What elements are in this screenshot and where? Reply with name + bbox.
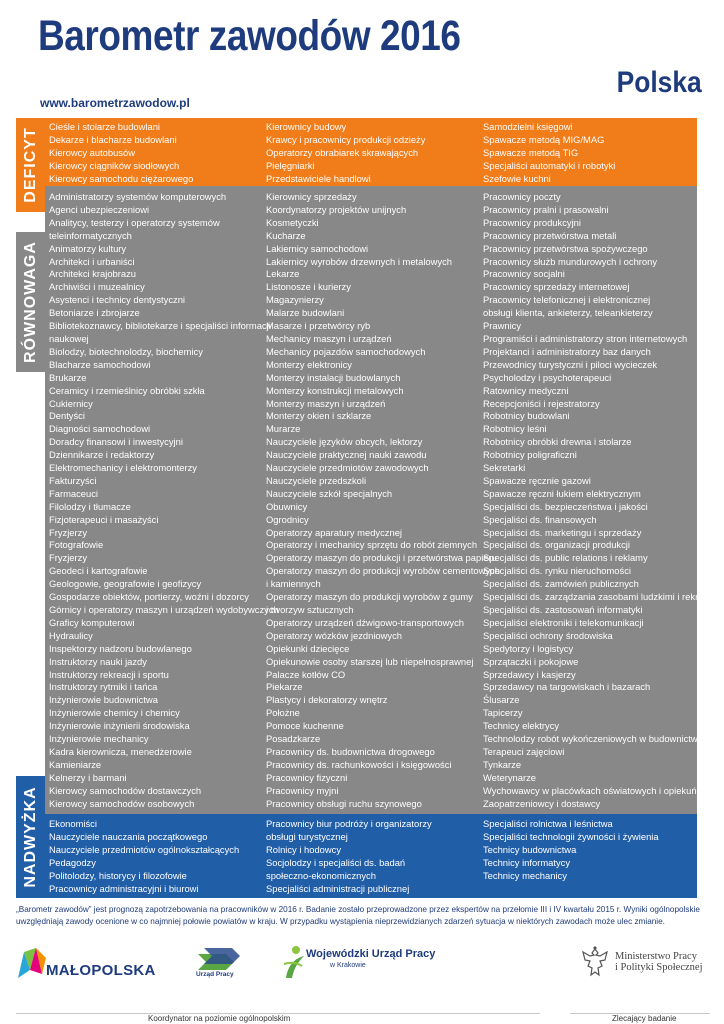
occupation-item: Kierowcy samochodu ciężarowego	[49, 172, 194, 184]
occupation-item: Analitycy, testerzy i operatorzy systemów	[49, 216, 220, 228]
occupation-item: Robotnicy leśni	[483, 423, 547, 435]
occupation-item: Nauczyciele praktycznej nauki zawodu	[266, 449, 427, 461]
occupation-item: Specjaliści ds. zarządzania zasobami ludzkimi i rekrutacji	[483, 591, 721, 603]
commissioner-caption: Zlecający badanie	[612, 1014, 677, 1023]
occupation-item: Pracownicy przetwórstwa metali	[483, 229, 617, 241]
occupation-item: Lakiernicy wyrobów drzewnych i metalowych	[266, 255, 453, 267]
occupation-item: naukowej	[49, 332, 89, 344]
deficit-label: DEFICYT	[21, 127, 39, 203]
surplus-label: NADWYŻKA	[21, 786, 39, 888]
occupation-item: Instruktorzy nauki jazdy	[49, 655, 147, 667]
occupation-item: Agenci ubezpieczeniowi	[49, 203, 150, 215]
occupation-item: Instruktorzy rytmiki i tańca	[49, 681, 158, 693]
occupation-item: Pracownicy pralni i prasowalni	[483, 203, 609, 215]
occupation-item: Kadra kierownicza, menedżerowie	[49, 745, 192, 757]
occupation-item: Graficy komputerowi	[49, 616, 135, 628]
occupation-item: Robotnicy obróbki drewna i stolarze	[483, 436, 632, 448]
occupation-item: Nauczyciele nauczania początkowego	[49, 830, 208, 842]
occupation-item: Elektromechanicy i elektromonterzy	[49, 462, 197, 474]
balance-column-3	[483, 191, 721, 811]
occupation-item: Instruktorzy rekreacji i sportu	[49, 668, 169, 680]
occupation-item: Operatorzy wózków jezdniowych	[266, 629, 402, 641]
occupation-item: Inżynierowie mechanicy	[49, 733, 149, 745]
malopolska-logo-text: MAŁOPOLSKA	[46, 962, 156, 979]
occupation-item: Plastycy i dekoratorzy wnętrz	[266, 694, 388, 706]
occupation-item: Projektanci i administratorzy baz danych	[483, 345, 651, 357]
occupation-item: Archiwiści i muzealnicy	[49, 281, 145, 293]
occupation-item: obsługi klienta, ankieterzy, teleankieterzy	[483, 307, 653, 319]
occupation-item: Politolodzy, historycy i filozofowie	[49, 869, 187, 881]
occupation-item: Kierowcy autobusów	[49, 146, 135, 158]
occupation-item: Spawacze metodą MIG/MAG	[483, 133, 605, 145]
occupation-item: Specjaliści ds. public relations i reklamy	[483, 552, 648, 564]
occupation-item: Operatorzy urządzeń dźwigowo-transportowych	[266, 616, 465, 628]
occupation-item: Specjaliści ds. zastosowań informatyki	[483, 604, 643, 615]
occupation-item: teleinformatycznych	[49, 229, 132, 241]
occupation-item: Operatorzy maszyn do produkcji wyrobów z gumy	[266, 591, 473, 603]
balance-column-1	[49, 191, 279, 811]
occupation-item: Operatorzy maszyn do produkcji wyrobów cementowych	[266, 565, 500, 577]
occupation-item: Fryzjerzy	[49, 526, 88, 538]
occupation-item: Ceramicy i rzemieślnicy obróbki szkła	[49, 384, 205, 396]
ministry-name	[615, 951, 703, 973]
occupation-item: Kamieniarze	[49, 758, 102, 770]
occupation-item: Posadzkarze	[266, 733, 321, 745]
occupation-item: Betoniarze i zbrojarze	[49, 307, 140, 319]
occupation-item: Pracownicy sprzedaży internetowej	[483, 281, 630, 293]
occupation-item: Doradcy finansowi i inwestycyjni	[49, 436, 183, 448]
occupation-item: Technicy elektrycy	[483, 720, 560, 732]
occupation-item: Specjaliści ds. organizacji produkcji	[483, 539, 630, 551]
deficit-tab	[16, 118, 45, 212]
occupation-item: Kucharze	[266, 229, 306, 241]
occupation-item: Spawacze metodą TIG	[483, 146, 579, 158]
occupation-item: Specjaliści ds. finansowych	[483, 513, 597, 525]
occupation-item: Specjaliści elektroniki i telekomunikacji	[483, 616, 644, 628]
occupation-item: Diagności samochodowi	[49, 423, 151, 435]
occupation-item: Kosmetyczki	[266, 216, 319, 228]
occupation-item: Obuwnicy	[266, 500, 308, 512]
occupation-item: Palacze kotłów CO	[266, 668, 346, 680]
ministry-line-1: Ministerstwo Pracy	[615, 951, 697, 962]
occupation-item: Kierownicy sprzedaży	[266, 191, 357, 202]
occupation-item: Administratorzy systemów komputerowych	[49, 191, 227, 202]
occupation-item: Piekarze	[266, 681, 303, 693]
occupation-item: Pomoce kuchenne	[266, 720, 344, 732]
balance-column-2	[266, 191, 500, 811]
surplus-column-1	[49, 818, 261, 895]
occupation-item: i kamiennych	[266, 578, 321, 590]
occupation-item: Specjaliści administracji publicznej	[266, 882, 410, 894]
occupation-item: Fizjoterapeuci i masażyści	[49, 513, 159, 525]
occupation-item: Pielęgniarki	[266, 159, 315, 171]
wup-logo-icon	[282, 944, 308, 980]
occupation-item: Inżynierowie budownictwa	[49, 694, 158, 706]
occupation-item: Sekretarki	[483, 462, 526, 474]
occupation-item: Operatorzy maszyn do produkcji i przetwórstwa papieru	[266, 552, 497, 564]
occupation-item: Bibliotekoznawcy, bibliotekarze i specjaliści informacji	[49, 320, 271, 332]
occupation-item: Technicy mechanicy	[483, 869, 567, 881]
occupation-item: Dziennikarze i redaktorzy	[49, 449, 155, 461]
occupation-item: Fakturzyści	[49, 474, 97, 486]
occupation-item: Specjaliści ds. marketingu i sprzedaży	[483, 526, 642, 538]
occupation-item: Spawacze ręczni łukiem elektrycznym	[483, 487, 641, 499]
occupation-item: Spedytorzy i logistycy	[483, 642, 574, 654]
occupation-item: Pracownicy przetwórstwa spożywczego	[483, 242, 648, 254]
occupation-item: Monterzy maszyn i urządzeń	[266, 397, 386, 409]
occupation-item: Weterynarze	[483, 771, 536, 783]
occupation-item: Pedagodzy	[49, 856, 96, 868]
occupation-item: Wychowawcy w placówkach oświatowych i opiekuńczych	[483, 784, 721, 796]
occupation-item: Magazynierzy	[266, 294, 324, 306]
occupation-item: Opiekunowie osoby starszej lub niepełnosprawnej	[266, 655, 474, 667]
occupation-item: i tworzyw sztucznych	[266, 604, 354, 615]
occupation-item: Nauczyciele przedmiotów zawodowych	[266, 462, 429, 474]
occupation-item: Sprzątaczki i pokojowe	[483, 655, 579, 667]
occupation-item: Recepcjoniści i rejestratorzy	[483, 397, 600, 409]
occupation-item: Specjaliści ochrony środowiska	[483, 629, 613, 641]
occupation-item: Monterzy instalacji budowlanych	[266, 371, 401, 383]
occupation-item: Brukarze	[49, 371, 87, 383]
balance-label: RÓWNOWAGA	[21, 241, 39, 363]
occupation-item: Fotografowie	[49, 539, 104, 551]
deficit-column-1	[49, 121, 261, 186]
occupation-item: Ratownicy medyczni	[483, 384, 569, 396]
occupation-item: Listonosze i kurierzy	[266, 281, 351, 293]
occupation-item: Monterzy elektronicy	[266, 358, 352, 370]
occupation-item: Spawacze ręcznie gazowi	[483, 474, 591, 486]
occupation-item: Tynkarze	[483, 758, 522, 770]
occupation-item: Gospodarze obiektów, portierzy, woźni i dozorcy	[49, 591, 249, 603]
occupation-item: Terapeuci zajęciowi	[483, 745, 565, 757]
occupation-item: Kelnerzy i barmani	[49, 771, 127, 783]
occupation-item: Inżynierowie chemicy i chemicy	[49, 707, 180, 719]
occupation-item: Geologowie, geografowie i geofizycy	[49, 578, 202, 590]
occupation-item: Nauczyciele języków obcych, lektorzy	[266, 436, 423, 448]
occupation-item: Operatorzy obrabiarek skrawających	[266, 146, 419, 158]
ministry-line-2: i Polityki Społecznej	[615, 962, 703, 973]
occupation-item: Kierownicy budowy	[266, 121, 347, 132]
occupation-item: Dentyści	[49, 410, 85, 422]
deficit-column-3	[483, 121, 695, 186]
occupation-item: Animatorzy kultury	[49, 242, 127, 254]
occupation-item: Pracownicy służb mundurowych i ochrony	[483, 255, 658, 267]
occupation-item: Pracownicy ds. rachunkowości i księgowości	[266, 758, 452, 770]
occupation-item: Pracownicy ds. budownictwa drogowego	[266, 745, 435, 757]
occupation-item: Technolodzy robót wykończeniowych w budownictwie	[483, 733, 705, 745]
occupation-item: Specjaliści ds. bezpieczeństwa i jakości	[483, 500, 648, 512]
occupation-item: Kierowcy samochodów dostawczych	[49, 784, 202, 796]
occupation-item: Cukiernicy	[49, 397, 93, 409]
deficit-column-2	[266, 121, 478, 186]
occupation-item: Farmaceuci	[49, 487, 98, 499]
occupation-item: obsługi turystycznej	[266, 830, 348, 842]
occupation-item: Monterzy okien i szklarze	[266, 410, 372, 422]
occupation-item: Operatorzy aparatury medycznej	[266, 526, 402, 538]
occupation-item: Geodeci i kartografowie	[49, 565, 148, 577]
occupation-item: Psycholodzy i psychoterapeuci	[483, 371, 612, 383]
occupation-item: Socjolodzy i specjaliści ds. badań	[266, 856, 406, 868]
occupation-item: Górnicy i operatorzy maszyn i urządzeń wydobywczych	[49, 604, 279, 615]
website-link[interactable]: www.barometrzawodow.pl	[40, 96, 190, 110]
occupation-item: Zaopatrzeniowcy i dostawcy	[483, 797, 601, 809]
occupation-item: Nauczyciele przedszkoli	[266, 474, 367, 486]
occupation-item: Operatorzy i mechanicy sprzętu do robót ziemnych	[266, 539, 478, 551]
occupation-item: Mechanicy maszyn i urządzeń	[266, 332, 392, 344]
occupation-item: Ekonomiści	[49, 818, 97, 829]
occupation-item: Szefowie kuchni	[483, 172, 551, 184]
occupation-item: Technicy informatycy	[483, 856, 571, 868]
occupation-item: Prawnicy	[483, 320, 522, 332]
occupation-item: Krawcy i pracownicy produkcji odzieży	[266, 133, 426, 145]
surplus-column-2	[266, 818, 478, 895]
occupation-item: Blacharze samochodowi	[49, 358, 151, 370]
occupation-item: Koordynatorzy projektów unijnych	[266, 203, 407, 215]
occupation-item: Przewodnicy turystyczni i piloci wycieczek	[483, 358, 658, 370]
surplus-column-3	[483, 818, 695, 883]
occupation-item: Pracownicy socjalni	[483, 268, 565, 280]
occupation-item: Pracownicy poczty	[483, 191, 561, 202]
occupation-item: Sprzedawcy i kasjerzy	[483, 668, 576, 680]
occupation-item: Technicy budownictwa	[483, 843, 577, 855]
occupation-item: Przedstawiciele handlowi	[266, 172, 371, 184]
occupation-item: Nauczyciele przedmiotów ogólnokształcących	[49, 843, 240, 855]
occupation-item: Biolodzy, biotechnolodzy, biochemicy	[49, 345, 203, 357]
occupation-item: Nauczyciele szkół specjalnych	[266, 487, 393, 499]
occupation-item: Pracownicy telefonicznej i elektronicznej	[483, 294, 651, 306]
occupation-item: Pracownicy produkcyjni	[483, 216, 581, 228]
urzad-pracy-label: Urząd Pracy	[196, 971, 234, 978]
occupation-item: Pracownicy biur podróży i organizatorzy	[266, 818, 432, 829]
occupation-item: Lekarze	[266, 268, 300, 280]
occupation-item: Murarze	[266, 423, 301, 435]
coordinator-caption: Koordynator na poziomie ogólnopolskim	[148, 1014, 291, 1023]
occupation-item: Ogrodnicy	[266, 513, 309, 525]
occupation-item: Fryzjerzy	[49, 552, 88, 564]
occupation-item: Kierowcy samochodów osobowych	[49, 797, 195, 809]
occupation-item: Lakiernicy samochodowi	[266, 242, 369, 254]
occupation-item: Specjaliści ds. rynku nieruchomości	[483, 565, 631, 577]
occupation-item: Specjaliści rolnictwa i leśnictwa	[483, 818, 613, 829]
occupation-item: Opiekunki dziecięce	[266, 642, 350, 654]
occupation-item: Hydraulicy	[49, 629, 93, 641]
occupation-item: Pracownicy fizyczni	[266, 771, 348, 783]
occupation-item: Monterzy konstrukcji metalowych	[266, 384, 404, 396]
occupation-item: Architekci i urbaniści	[49, 255, 135, 267]
occupation-item: Tapicerzy	[483, 707, 523, 719]
occupation-item: Specjaliści automatyki i robotyki	[483, 159, 616, 171]
occupation-item: Pracownicy administracyjni i biurowi	[49, 882, 199, 894]
occupation-item: Pracownicy myjni	[266, 784, 339, 796]
occupation-item: Pracownicy obsługi ruchu szynowego	[266, 797, 422, 809]
polish-eagle-icon	[580, 946, 610, 978]
occupation-item: Samodzielni księgowi	[483, 121, 573, 132]
occupation-item: Dekarze i blacharze budowlani	[49, 133, 177, 145]
occupation-item: Masarze i przetwórcy ryb	[266, 320, 371, 332]
occupation-item: Malarze budowlani	[266, 307, 345, 319]
occupation-item: Robotnicy poligraficzni	[483, 449, 577, 461]
occupation-item: Inspektorzy nadzoru budowlanego	[49, 642, 192, 654]
occupation-item: Kierowcy ciągników siodłowych	[49, 159, 180, 171]
wup-subtitle: w Krakowie	[330, 962, 366, 969]
occupation-item: Architekci krajobrazu	[49, 268, 137, 280]
footnote: „Barometr zawodów” jest prognozą zapotrzebowania na pracowników w 2016 r. Badanie zostało przeprowadzone przez ekspertów na przełomie III i IV kwartału 2015 r. Wyniki ogólnopolskie uwzględniają zawody ocenione w co najmniej połowie powiatów w kraju. W przypadku wystąpienia nieprzewidzianych zdarzeń sytuacja w niektórych zawodach może ulec zmianie.	[16, 905, 700, 926]
occupation-item: Mechanicy pojazdów samochodowych	[266, 345, 426, 357]
occupation-item: Filolodzy i tłumacze	[49, 500, 131, 512]
occupation-item: Specjaliści technologii żywności i żywienia	[483, 830, 659, 842]
occupation-item: społeczno-ekonomicznych	[266, 869, 376, 881]
surplus-tab	[16, 776, 45, 898]
occupation-item: Robotnicy budowlani	[483, 410, 570, 422]
occupation-item: Ślusarze	[483, 694, 520, 706]
country-label: Polska	[616, 66, 702, 99]
occupation-item: Specjaliści ds. zamówień publicznych	[483, 578, 639, 590]
occupation-item: Rolnicy i hodowcy	[266, 843, 342, 855]
occupation-item: Inżynierowie inżynierii środowiska	[49, 720, 190, 732]
occupation-item: Cieśle i stolarze budowlani	[49, 121, 160, 132]
occupation-item: Sprzedawcy na targowiskach i bazarach	[483, 681, 651, 693]
balance-tab	[16, 232, 45, 372]
occupation-item: Asystenci i technicy dentystyczni	[49, 294, 185, 306]
wup-title: Wojewódzki Urząd Pracy	[306, 948, 436, 960]
occupation-item: Położne	[266, 707, 300, 719]
page-title: Barometr zawodów 2016	[38, 12, 461, 60]
occupation-item: Programiści i administratorzy stron internetowych	[483, 332, 688, 344]
